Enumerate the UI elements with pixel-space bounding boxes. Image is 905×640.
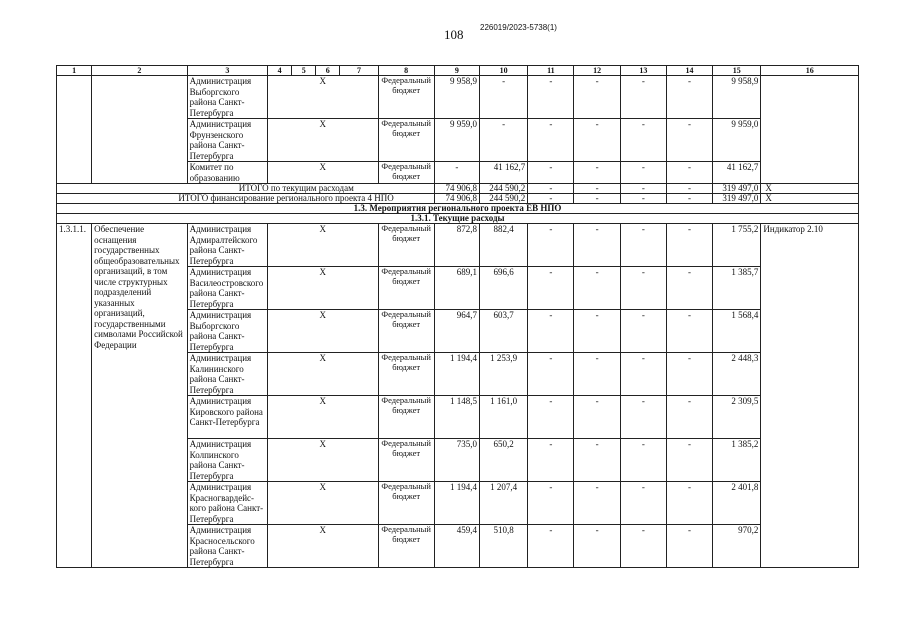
cell-mark: Х [268,310,379,353]
cell-code [57,119,92,162]
cell-value: - [574,353,620,396]
cell-source: Федеральный бюджет [378,267,434,310]
cell-executor: Комитет по образованию [187,162,267,184]
cell-executor: Администрация Выборгского района Санкт-Петербурга [187,76,267,119]
cell-value: - [666,525,712,568]
cell-executor: Администрация Василеостровского района Санкт-Петербурга [187,267,267,310]
cell-value: - [528,353,574,396]
cell-executor: Администрация Адмиралтейского района Санкт-Петербурга [187,224,267,267]
cell-source: Федеральный бюджет [378,310,434,353]
cell-source: Федеральный бюджет [378,119,434,162]
total-value: - [528,184,574,194]
total-value: 74 906,8 [434,184,479,194]
total-value: 319 497,0 [713,184,761,194]
total-value: - [574,194,620,204]
cell-mark: Х [268,224,379,267]
cell-value: 1 148,5 [434,396,479,439]
cell-value: - [574,525,620,568]
cell-value: - [666,267,712,310]
cell-name [92,119,187,162]
section-heading-row [57,204,859,214]
cell-value: - [528,224,574,267]
cell-value: - [480,76,528,119]
cell-mark: Х [268,267,379,310]
cell-value: 603,7 [480,310,528,353]
cell-mark: Х [268,353,379,396]
cell-value: - [620,119,666,162]
cell-value: - [620,396,666,439]
cell-indicator [761,119,859,162]
column-header: 8 [378,66,434,76]
section-heading: 1.3. Мероприятия регионального проекта ЕВ НПО [57,204,859,214]
cell-value: - [666,353,712,396]
cell-value: 1 194,4 [434,353,479,396]
cell-value: 1 194,4 [434,482,479,525]
cell-value: - [666,162,712,184]
cell-value: - [666,439,712,482]
cell-value: - [574,119,620,162]
cell-value: 872,8 [434,224,479,267]
measure-code: 1.3.1.1. [57,224,92,568]
budget-table [56,65,859,568]
cell-source: Федеральный бюджет [378,224,434,267]
cell-executor: Администрация Колпинского района Санкт-Петербурга [187,439,267,482]
cell-value: - [666,482,712,525]
measure-name: Обеспечение оснащения государственных общеобразовательных организаций, в том числе структурных подразделений указанных организаций, государственными символами Российской Федерации [92,224,187,568]
cell-value: - [620,439,666,482]
cell-value: - [528,162,574,184]
total-value: 244 590,2 [480,194,528,204]
cell-source: Федеральный бюджет [378,482,434,525]
cell-name [92,76,187,119]
cell-value: 9 958,9 [434,76,479,119]
cell-value: 1 161,0 [480,396,528,439]
cell-source: Федеральный бюджет [378,439,434,482]
cell-value: - [528,119,574,162]
cell-mark: Х [268,439,379,482]
cell-mark: Х [268,525,379,568]
column-header: 4 [268,66,292,76]
cell-value: 689,1 [434,267,479,310]
total-row-financing [57,194,859,204]
cell-value: - [574,310,620,353]
cell-value: - [574,224,620,267]
cell-mark: Х [268,162,379,184]
cell-value: - [620,353,666,396]
cell-value: 696,6 [480,267,528,310]
cell-total: 2 401,8 [713,482,761,525]
total-value: - [620,194,666,204]
cell-executor: Администрация Фрунзенского района Санкт-Петербурга [187,119,267,162]
cell-source: Федеральный бюджет [378,353,434,396]
cell-value: - [574,162,620,184]
cell-total: 1 385,7 [713,267,761,310]
page-number: 108 [444,27,464,42]
cell-total: 1 568,4 [713,310,761,353]
cell-name [92,162,187,184]
table-row [57,162,859,184]
cell-value: - [666,396,712,439]
table-row [57,224,859,267]
total-row-current [57,184,859,194]
cell-total: 1 755,2 [713,224,761,267]
cell-mark: Х [268,396,379,439]
cell-value: - [574,396,620,439]
cell-total: 1 385,2 [713,439,761,482]
cell-value: - [620,76,666,119]
cell-value: - [666,310,712,353]
column-header: 13 [620,66,666,76]
cell-source: Федеральный бюджет [378,396,434,439]
cell-total: 41 162,7 [713,162,761,184]
cell-value: - [434,162,479,184]
cell-source: Федеральный бюджет [378,162,434,184]
column-header: 7 [340,66,378,76]
column-header: 6 [316,66,340,76]
cell-executor: Администрация Калининского района Санкт-Петербурга [187,353,267,396]
column-header: 9 [434,66,479,76]
subsection-heading-row [57,214,859,224]
total-label: ИТОГО по текущим расходам [57,184,435,194]
column-header: 5 [292,66,316,76]
cell-value: - [620,267,666,310]
cell-total: 9 958,9 [713,76,761,119]
cell-value: - [574,267,620,310]
total-value: 74 906,8 [434,194,479,204]
cell-value: - [620,310,666,353]
cell-value: 41 162,7 [480,162,528,184]
cell-value: - [528,267,574,310]
table-row [57,76,859,119]
column-header: 12 [574,66,620,76]
cell-value: - [620,482,666,525]
cell-mark: Х [268,482,379,525]
total-value: - [620,184,666,194]
cell-value: - [666,76,712,119]
cell-value: - [574,482,620,525]
column-header: 1 [57,66,92,76]
cell-value: - [480,119,528,162]
cell-total: 2 448,3 [713,353,761,396]
total-label: ИТОГО финансирование регионального проекта 4 НПО [57,194,435,204]
total-mark: Х [761,184,859,194]
cell-value: 1 253,9 [480,353,528,396]
cell-value: - [528,439,574,482]
cell-executor: Администрация Выборгского района Санкт-Петербурга [187,310,267,353]
table-row [57,119,859,162]
cell-value: - [620,525,666,568]
cell-source: Федеральный бюджет [378,76,434,119]
cell-executor: Администрация Красногвардейс-кого района Санкт-Петербурга [187,482,267,525]
column-header: 15 [713,66,761,76]
column-header: 10 [480,66,528,76]
total-value: - [574,184,620,194]
cell-value: 1 207,4 [480,482,528,525]
cell-value: - [528,396,574,439]
document-number: 226019/2023-5738(1) [480,23,557,32]
total-value: 244 590,2 [480,184,528,194]
cell-value: - [528,310,574,353]
cell-indicator [761,162,859,184]
column-header-row [57,66,859,76]
column-header: 11 [528,66,574,76]
cell-value: - [528,525,574,568]
cell-executor: Администрация Красносельского района Санкт-Петербурга [187,525,267,568]
total-value: 319 497,0 [713,194,761,204]
cell-total: 2 309,5 [713,396,761,439]
cell-value: - [574,76,620,119]
cell-value: 459,4 [434,525,479,568]
cell-value: - [666,119,712,162]
column-header: 2 [92,66,187,76]
total-mark: Х [761,194,859,204]
cell-code [57,162,92,184]
cell-value: - [528,76,574,119]
cell-value: 510,8 [480,525,528,568]
cell-code [57,76,92,119]
column-header: 3 [187,66,267,76]
cell-mark: Х [268,76,379,119]
cell-mark: Х [268,119,379,162]
total-value: - [666,194,712,204]
cell-value: 735,0 [434,439,479,482]
cell-indicator [761,76,859,119]
cell-value: 964,7 [434,310,479,353]
cell-value: 650,2 [480,439,528,482]
cell-total: 970,2 [713,525,761,568]
cell-source: Федеральный бюджет [378,525,434,568]
cell-value: - [574,439,620,482]
column-header: 16 [761,66,859,76]
total-value: - [666,184,712,194]
total-value: - [528,194,574,204]
cell-value: 9 959,0 [434,119,479,162]
measure-indicator: Индикатор 2.10 [761,224,859,568]
cell-value: - [528,482,574,525]
cell-executor: Администрация Кировского района Санкт-Петербурга [187,396,267,439]
cell-total: 9 959,0 [713,119,761,162]
cell-value: - [620,224,666,267]
cell-value: - [666,224,712,267]
cell-value: 882,4 [480,224,528,267]
column-header: 14 [666,66,712,76]
cell-value: - [620,162,666,184]
subsection-heading: 1.3.1. Текущие расходы [57,214,859,224]
